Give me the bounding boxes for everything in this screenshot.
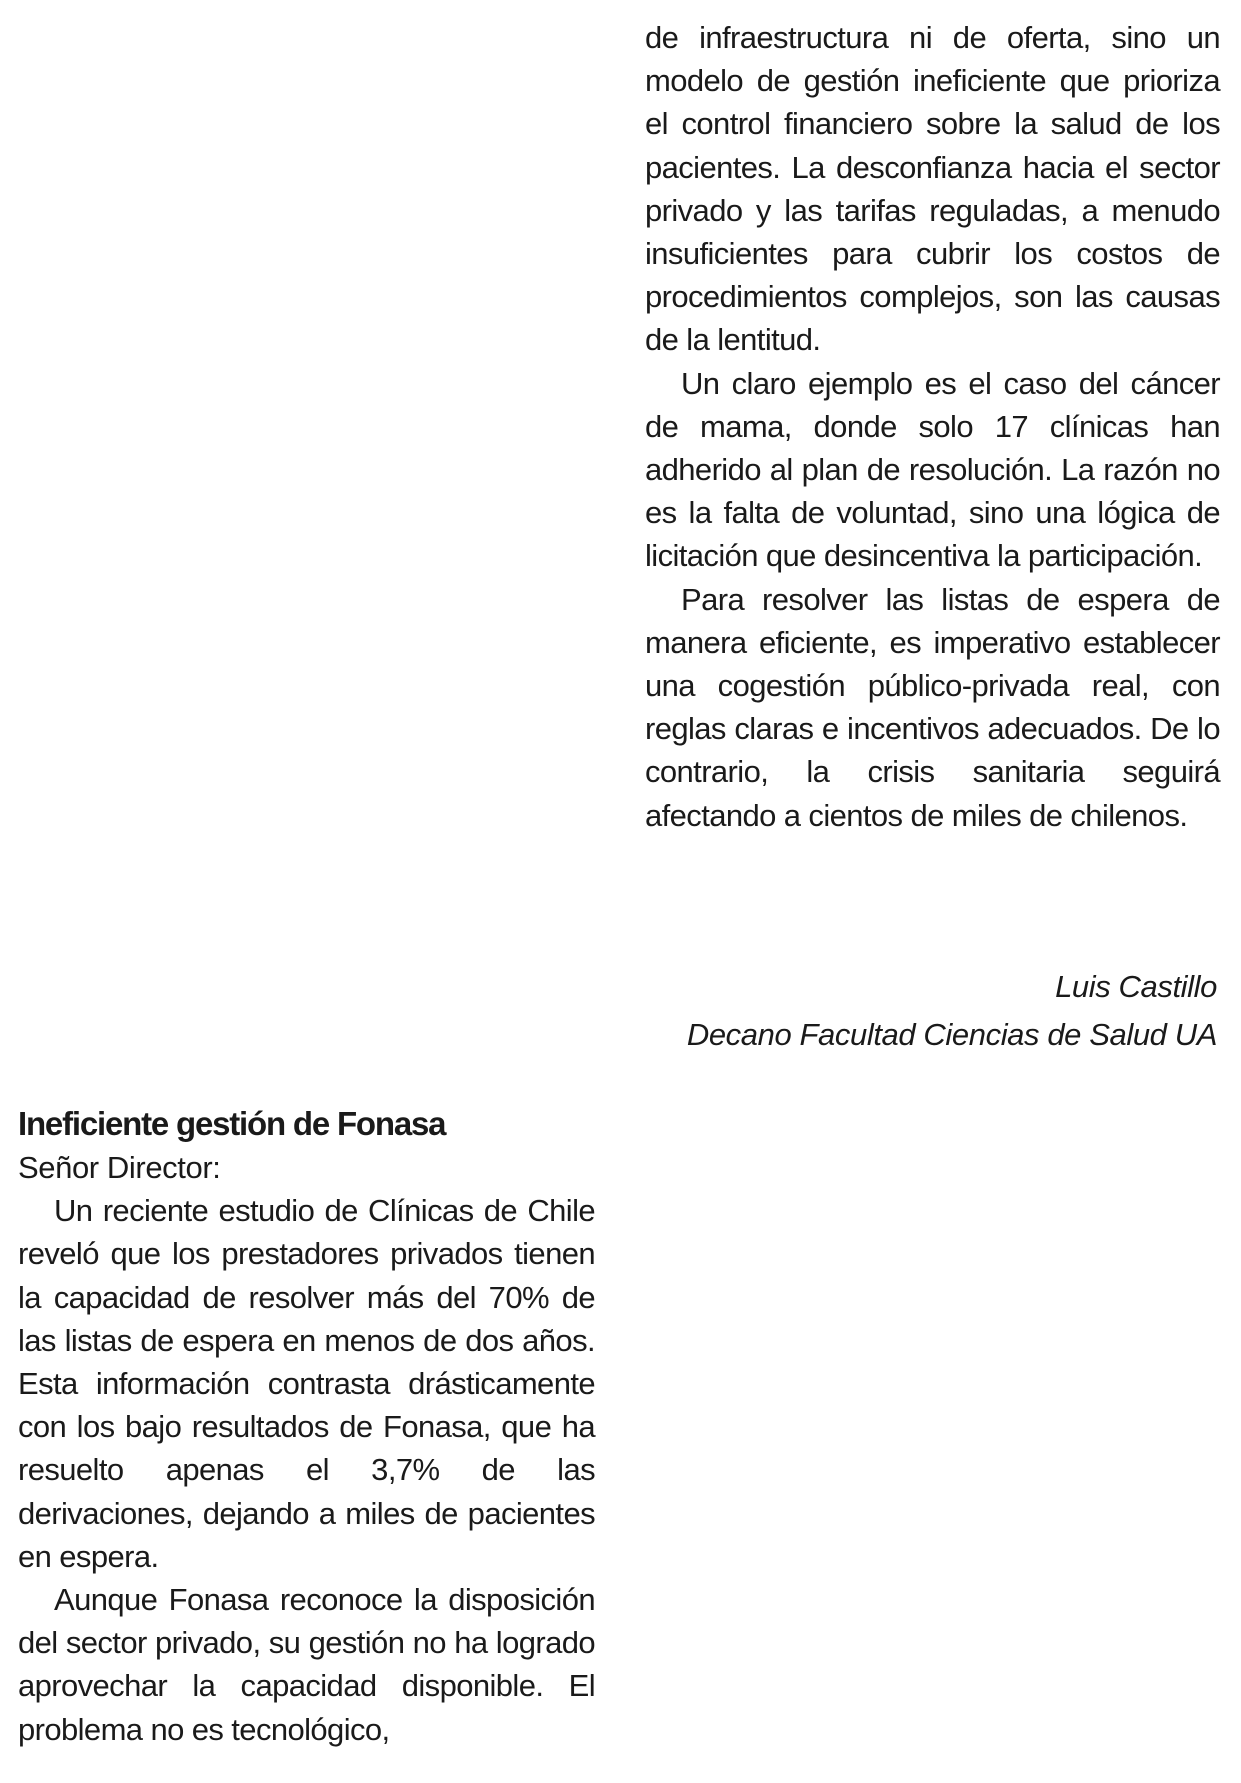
body-paragraph: de infraestructura ni de oferta, sino un modelo de gestión ineficiente que prioriza el control financiero sobre la salud de los pacientes. La desconfianza hacia el sector privado y las tarifas reguladas, a menudo insuficientes para cubrir los costos de procedimientos complejos, son las causas de la lentitud. (645, 20, 1220, 358)
body-paragraph: Un claro ejemplo es el caso del cáncer de mama, donde solo 17 clínicas han adherido al plan de resolución. La razón no es la falta de voluntad, sino una lógica de licitación que desincentiva la participación. (645, 365, 1220, 574)
body-paragraph: Para resolver las listas de espera de manera eficiente, es imperativo establecer una cogestión público-privada real, con reglas claras e incentivos adecuados. De lo contrario, la crisis sanitaria seguirá afectando a cientos de miles de chilenos. (645, 581, 1220, 833)
body-paragraph: Aunque Fonasa reconoce la disposición del sector privado, su gestión no ha logrado aprovechar la capacidad disponible. El problema no es tecnológico, (18, 1582, 595, 1747)
signature-block (687, 963, 1217, 1059)
letter-column (18, 1102, 595, 1751)
letter-salutation: Señor Director: (18, 1150, 221, 1185)
signature-title: Decano Facultad Ciencias de Salud UA (686, 1017, 1217, 1052)
body-paragraph: Un reciente estudio de Clínicas de Chile reveló que los prestadores privados tienen la capacidad de resolver más del 70% de las listas de espera en menos de dos años. Esta información contrasta drásticamente con los bajo resultados de Fonasa, que ha resuelto apenas el 3,7% de las derivaciones, dejando a miles de pacientes en espera. (18, 1193, 595, 1574)
signature-name: Luis Castillo (1055, 969, 1217, 1004)
letter-headline: Ineficiente gestión de Fonasa (18, 1105, 446, 1142)
letter-continuation-column (645, 16, 1220, 837)
